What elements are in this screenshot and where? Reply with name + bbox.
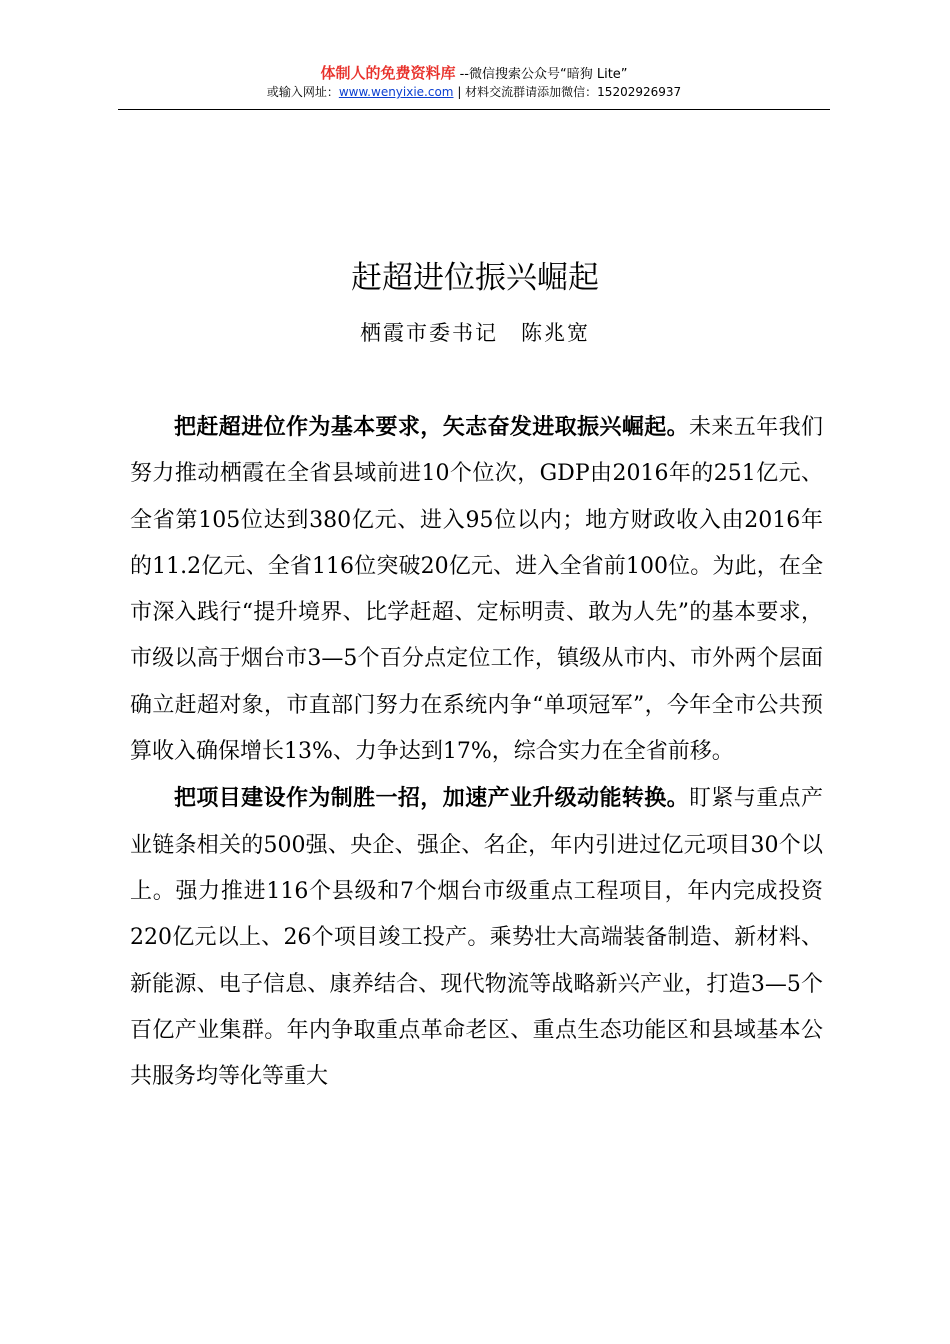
header-line-1	[118, 64, 830, 84]
paragraph-text: 盯紧与重点产业链条相关的500强、央企、强企、名企，年内引进过亿元项目30个以上。强力推进116个县级和7个烟台市级重点工程项目，年内完成投资220亿元以上、26个项目竣工投产。乘势壮大高端装备制造、新材料、新能源、电子信息、康养结合、现代物流等战略新兴产业，打造3—5个百亿产业集群。年内争取重点革命老区、重点生态功能区和县域基本公共服务均等化等重大	[130, 786, 823, 1090]
page-header	[118, 64, 830, 101]
header-url-prefix: 或输入网址：	[266, 85, 339, 99]
header-url-link[interactable]: www.wenyixie.com	[338, 85, 454, 99]
paragraph-lead: 把赶超进位作为基本要求，矢志奋发进取振兴崛起。	[174, 414, 690, 440]
article-body	[130, 404, 823, 1100]
header-subtitle: --微信搜索公众号“暗狗 Lite”	[455, 67, 628, 82]
paragraph-text: 未来五年我们努力推动栖霞在全省县域前进10个位次，GDP由2016年的251亿元、全省第105位达到380亿元、进入95位以内；地方财政收入由2016年的11.2亿元、全省116位突破20亿元、进入全省前100位。为此，在全市深入践行“提升境界、比学赶超、定标明责、敢为人先”的基本要求，市级以高于烟台市3—5个百分点定位工作，镇级从市内、市外两个层面确立赶超对象，市直部门努力在系统内争“单项冠军”，今年全市公共预算收入确保增长13%、力争达到17%，综合实力在全省前移。	[130, 415, 823, 765]
paragraph-lead: 把项目建设作为制胜一招，加速产业升级动能转换。	[174, 785, 690, 812]
paragraph	[130, 775, 823, 1100]
header-contact: | 材料交流群请添加微信：15202926937	[453, 85, 682, 99]
paragraph	[130, 404, 823, 775]
header-brand: 体制人的免费资料库	[320, 64, 456, 82]
article-title: 赶超进位振兴崛起	[351, 260, 599, 296]
article-byline: 栖霞市委书记 陈兆宽	[360, 321, 590, 345]
header-line-2	[118, 84, 830, 101]
header-divider	[118, 109, 830, 110]
